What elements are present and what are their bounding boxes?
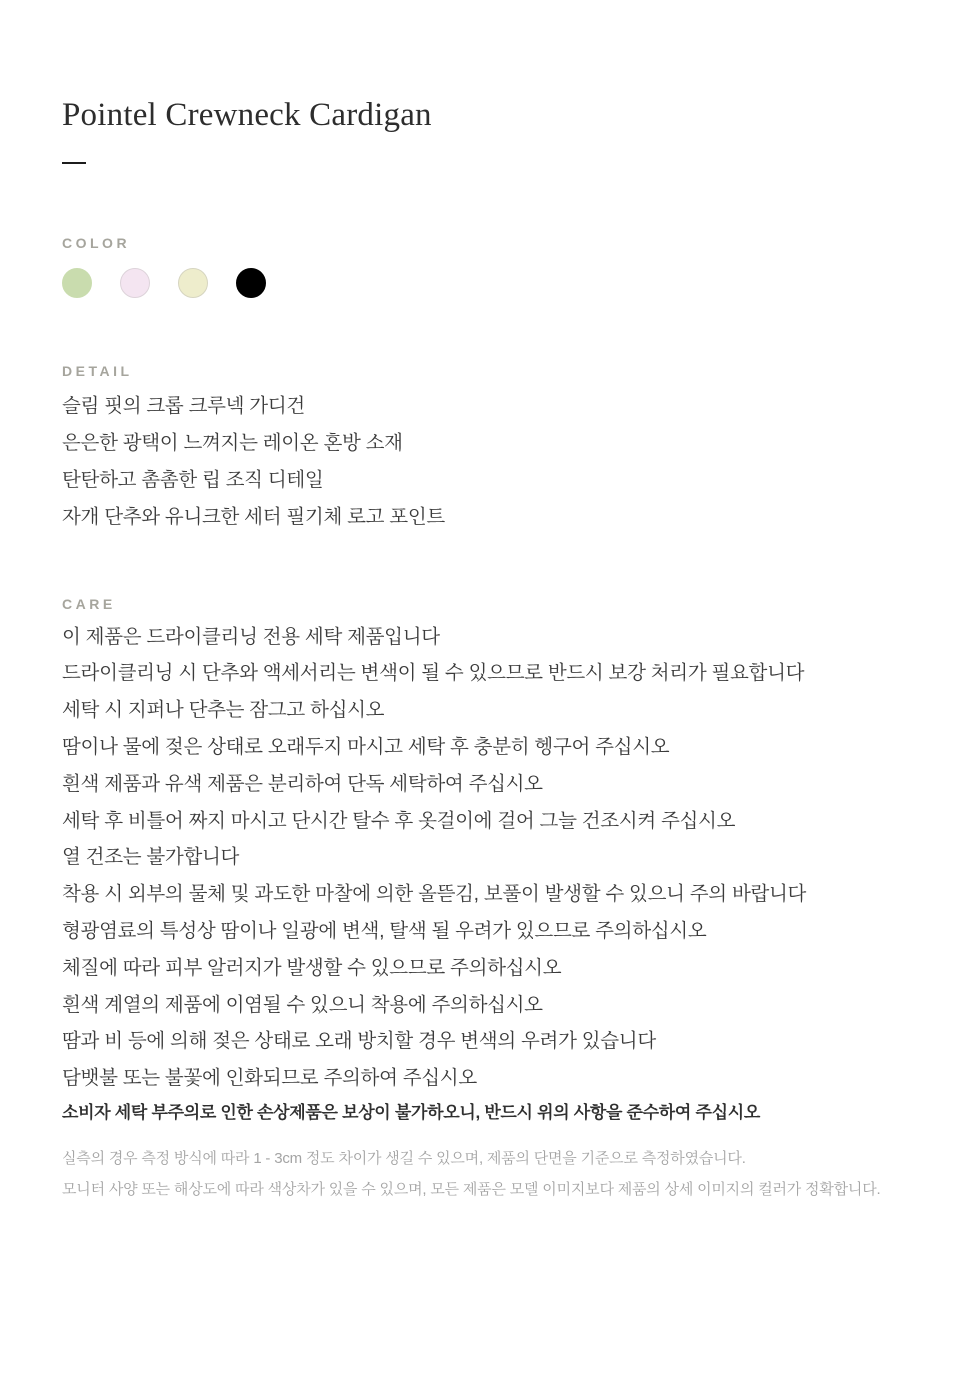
care-line: 담뱃불 또는 불꽃에 인화되므로 주의하여 주십시오 [62, 1067, 477, 1090]
care-section-label: CARE [62, 595, 116, 612]
detail-line: 은은한 광택이 느껴지는 레이온 혼방 소재 [62, 431, 403, 454]
care-line: 이 제품은 드라이클리닝 전용 세탁 제품입니다 [62, 625, 440, 648]
care-line: 흰색 제품과 유색 제품은 분리하여 단독 세탁하여 주십시오 [62, 772, 543, 795]
disclaimer-line: 실측의 경우 측정 방식에 따라 1 - 3cm 정도 차이가 생길 수 있으며, 제품의 단면을 기준으로 측정하였습니다. [62, 1149, 746, 1167]
detail-section-label: DETAIL [62, 362, 133, 379]
care-line: 땀과 비 등에 의해 젖은 상태로 오래 방치할 경우 변색의 우려가 있습니다 [62, 1030, 656, 1053]
care-line: 착용 시 외부의 물체 및 과도한 마찰에 의한 올뜯김, 보풀이 발생할 수 있으니 주의 바랍니다 [62, 883, 807, 906]
disclaimer-line: 모니터 사양 또는 해상도에 따라 색상차가 있을 수 있으며, 모든 제품은 모델 이미지보다 제품의 상세 이미지의 컬러가 정확합니다. [62, 1180, 881, 1198]
care-line: 흰색 계열의 제품에 이염될 수 있으니 착용에 주의하십시오 [62, 993, 543, 1016]
product-detail-page [0, 96, 960, 1205]
detail-line: 탄탄하고 촘촘한 립 조직 디테일 [62, 468, 324, 491]
care-line: 드라이클리닝 시 단추와 액세서리는 변색이 될 수 있으므로 반드시 보강 처리가 필요합니다 [62, 662, 805, 685]
color-section-label: COLOR [62, 234, 131, 251]
color-swatch-row [62, 268, 898, 298]
product-title: Pointel Crewneck Cardigan [62, 97, 432, 133]
care-line: 열 건조는 불가합니다 [62, 846, 240, 869]
detail-lines [62, 388, 898, 536]
color-swatch-light-pink[interactable] [120, 268, 150, 298]
care-lines [62, 619, 898, 1097]
care-line: 세탁 후 비틀어 짜지 마시고 단시간 탈수 후 옷걸이에 걸어 그늘 건조시켜 주십시오 [62, 809, 736, 832]
measurement-disclaimer [62, 1143, 898, 1205]
care-line: 세탁 시 지퍼나 단추는 잠그고 하십시오 [62, 699, 385, 722]
detail-line: 자개 단추와 유니크한 세터 필기체 로고 포인트 [62, 505, 445, 528]
care-line: 체질에 따라 피부 알러지가 발생할 수 있으므로 주의하십시오 [62, 956, 562, 979]
color-swatch-black[interactable] [236, 268, 266, 298]
color-swatch-cream[interactable] [178, 268, 208, 298]
care-line: 형광염료의 특성상 땀이나 일광에 변색, 탈색 될 우려가 있으므로 주의하십시오 [62, 919, 707, 942]
care-warning-notice: 소비자 세탁 부주의로 인한 손상제품은 보상이 불가하오니, 반드시 위의 사항을 준수하여 주십시오 [62, 1102, 760, 1122]
detail-line: 슬림 핏의 크롭 크루넥 가디건 [62, 394, 305, 417]
title-divider-dash [62, 162, 86, 164]
color-swatch-light-green[interactable] [62, 268, 92, 298]
care-line: 땀이나 물에 젖은 상태로 오래두지 마시고 세탁 후 충분히 헹구어 주십시오 [62, 735, 670, 758]
